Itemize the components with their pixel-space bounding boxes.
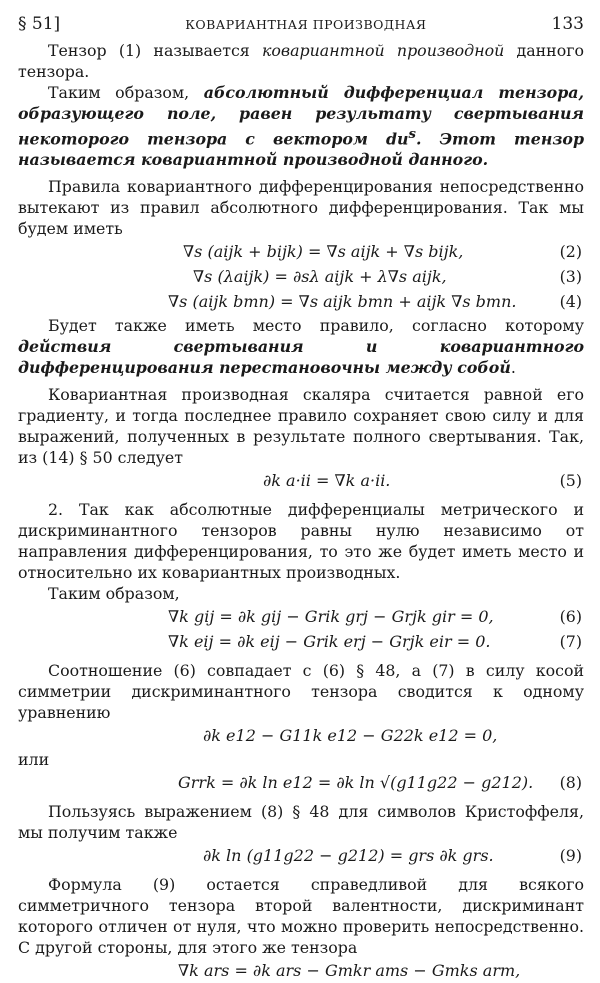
equation-7: [18, 630, 584, 654]
equation-2: [18, 240, 584, 264]
equation-8: [18, 771, 584, 795]
paragraph-2: [18, 82, 584, 170]
paragraph-9: или: [18, 750, 50, 770]
equation-number: (2): [559, 242, 582, 262]
formula: ∇s (aijk + bijk) = ∇s aijk + ∇s bijk,: [183, 242, 464, 262]
paragraph-8: Соотношение (6) совпадает с (6) § 48, а (7) в силу косой симметрии дискриминантного тензора сводится к одному уравнению: [18, 661, 584, 723]
equation-9: [18, 844, 584, 868]
equation-number: (7): [559, 632, 582, 652]
formula: ∂k a·ii = ∇k a·ii.: [263, 471, 391, 491]
paragraph-4: [18, 315, 584, 378]
equation-number: (4): [559, 292, 582, 312]
formula: ∇k gij = ∂k gij − Grik grj − Grjk gir = 0,: [168, 607, 494, 627]
running-header: [18, 14, 584, 40]
paragraph-6: 2. Так как абсолютные дифференциалы метрического и дискриминантного тензоров равны нулю независимо от направления дифференцирования, то это же будет иметь место и относительно их ковариантных производных.: [18, 500, 584, 583]
equation-7-reduced: [18, 724, 584, 748]
equation-6: [18, 605, 584, 629]
formula: ∇s (aijk bmn) = ∇s aijk bmn + aijk ∇s bmn.: [168, 292, 517, 312]
text-span: Тензор (1) называется: [48, 41, 262, 60]
paragraph-1: [18, 40, 584, 82]
emphasis-text: действия свертывания и ковариантного дифференцирования перестановочны между собой: [18, 337, 584, 378]
equation-number: (9): [559, 846, 582, 866]
paragraph-7: Таким образом,: [48, 584, 180, 604]
paragraph-10: Пользуясь выражением (8) § 48 для символов Кристоффеля, мы получим также: [18, 802, 584, 843]
equation-5: [18, 469, 584, 493]
text-span: .: [510, 358, 516, 378]
text-span: Будет также иметь место правило, согласно которому: [48, 316, 584, 336]
formula: Grrk = ∂k ln e12 = ∂k ln √(g11g22 − g212).: [178, 773, 534, 793]
section-number: § 51]: [18, 14, 61, 34]
equation-number: (8): [559, 773, 582, 793]
italic-term: ковариантной производной: [261, 41, 505, 60]
formula: ∂k e12 − G11k e12 − G22k e12 = 0,: [203, 726, 498, 746]
equation-number: (3): [559, 267, 582, 287]
equation-10: [18, 959, 584, 983]
emphasis-text: абсолютный дифференциал тензора, образующего поле, равен результату свертывания некоторого тензора с вектором du: [18, 83, 584, 149]
paragraph-5: Ковариантная производная скаляра считается равной его градиенту, и тогда последнее правило сохраняет свою силу и для выражений, полученных в результате полного свертывания. Так, из (14) § 50 следует: [18, 385, 584, 468]
text-span: Таким образом,: [48, 83, 204, 102]
paragraph-3: Правила ковариантного дифференцирования непосредственно вытекают из правил абсолютного дифференцирования. Так мы будем иметь: [18, 177, 584, 239]
text-span: данного тензора.: [18, 41, 584, 81]
running-title: КОВАРИАНТНАЯ ПРОИЗВОДНАЯ: [185, 17, 427, 32]
equation-number: (5): [559, 471, 582, 491]
equation-4: [18, 290, 584, 314]
emphasis-text: . Этот тензор называется ковариантной производной данного.: [18, 129, 584, 170]
equation-number: (6): [559, 607, 582, 627]
formula: ∇s (λaijk) = ∂sλ aijk + λ∇s aijk,: [193, 267, 447, 287]
formula: ∇k eij = ∂k eij − Grik erj − Grjk eir = 0.: [168, 632, 491, 652]
formula: ∇k ars = ∂k ars − Gmkr ams − Gmks arm,: [178, 961, 521, 981]
superscript: s: [408, 127, 416, 142]
paragraph-11: Формула (9) остается справедливой для всякого симметричного тензора второй валентности, дискриминант которого отличен от нуля, что можно проверить непосредственно. С другой стороны, для этого же тензора: [18, 875, 584, 958]
formula: ∂k ln (g11g22 − g212) = grs ∂k grs.: [203, 846, 494, 866]
equation-3: [18, 265, 584, 289]
page-number: 133: [551, 14, 584, 34]
